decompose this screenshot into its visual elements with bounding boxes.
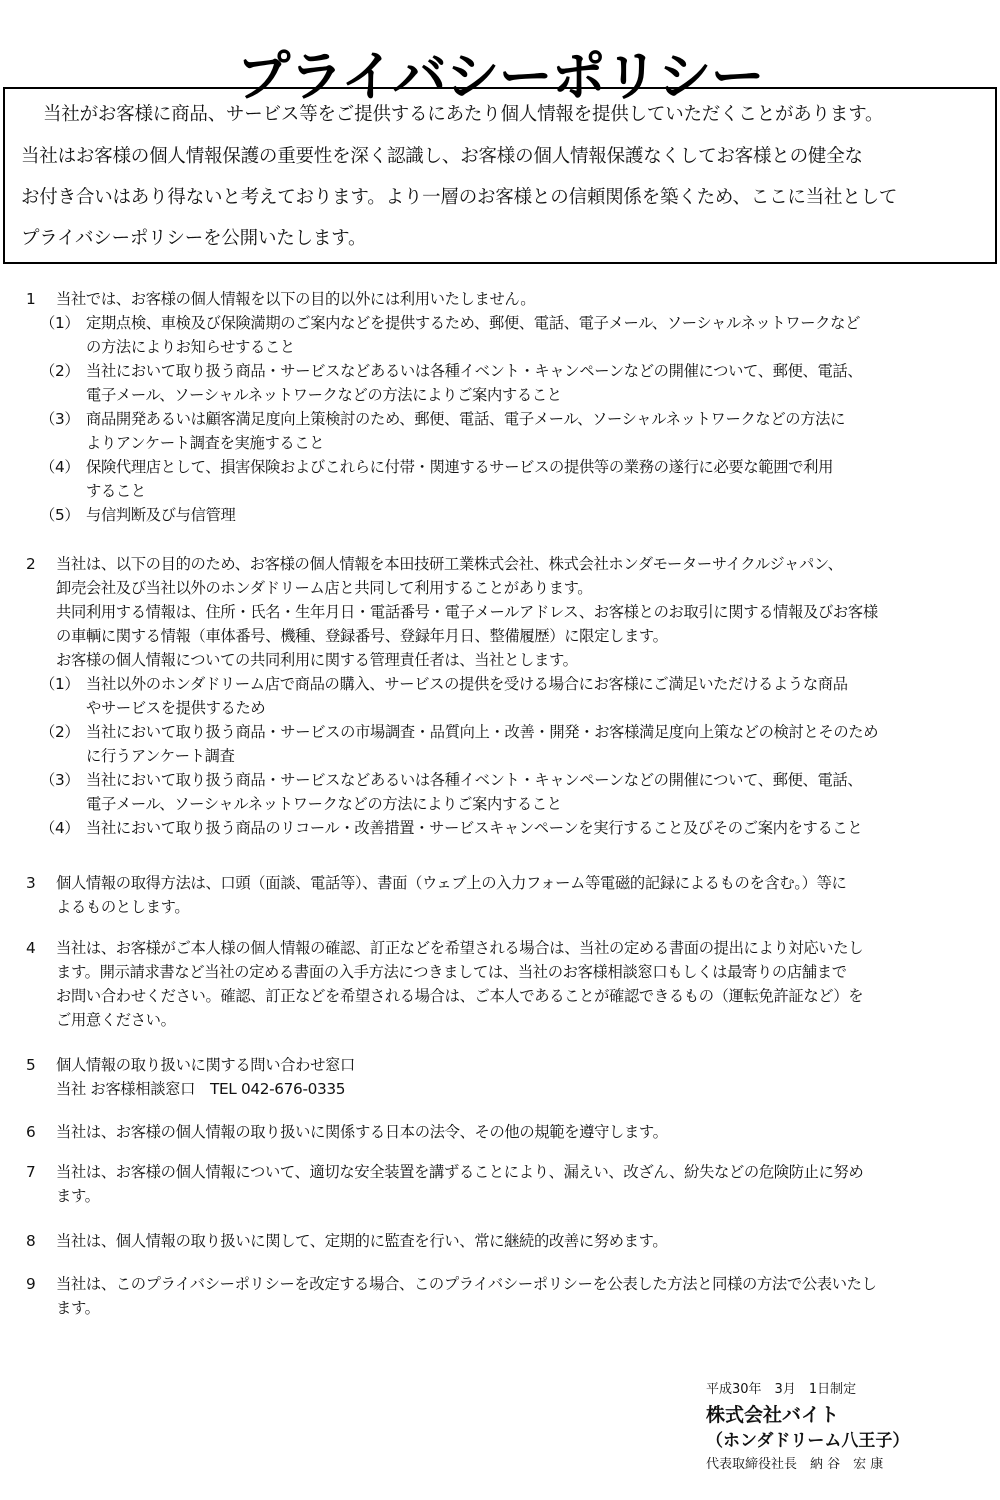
- intro-line: お付き合いはあり得ないと考えております。より一層のお客様との信頼関係を築くため、ここに当社として: [21, 187, 898, 208]
- section-text: 当社では、お客様の個人情報を以下の目的以外には利用いたしません。: [56, 290, 536, 308]
- item-text: 商品開発あるいは顧客満足度向上策検討のため、郵便、電話、電子メール、ソーシャルネットワークなどの方法に: [86, 410, 846, 428]
- company-name: 株式会社バイト: [706, 1404, 840, 1426]
- representative: 代表取締役社長 納 谷 宏 康: [706, 1457, 884, 1472]
- item-label: （3）: [40, 410, 80, 428]
- item-text: 当社において取り扱う商品・サービスの市場調査・品質向上・改善・開発・お客様満足度向上策などの検討とそのため: [86, 723, 879, 741]
- section-2: [0, 552, 1000, 840]
- section-text: 当社は、お客様の個人情報について、適切な安全装置を講ずることにより、漏えい、改ざん、紛失などの危険防止に努め: [56, 1163, 864, 1181]
- intro-line: プライバシーポリシーを公開いたします。: [21, 228, 367, 249]
- item-text: すること: [86, 482, 146, 500]
- item-label: （3）: [40, 771, 80, 789]
- section-text: 当社は、お客様の個人情報の取り扱いに関係する日本の法令、その他の規範を遵守します。: [56, 1123, 668, 1141]
- section-text: お客様の個人情報についての共同利用に関する管理責任者は、当社とします。: [56, 651, 578, 669]
- enactment-date: 平成30年 3月 1日制定: [706, 1382, 857, 1397]
- list-item: [0, 768, 1000, 792]
- section-text: ご用意ください。: [56, 1011, 176, 1029]
- section-number: 6: [26, 1123, 36, 1141]
- section-9: [0, 1272, 1000, 1320]
- list-item: [0, 503, 1000, 527]
- page-title: プライバシーポリシー: [236, 45, 764, 109]
- section-text: 当社は、このプライバシーポリシーを改定する場合、このプライバシーポリシーを公表した方法と同様の方法で公表いたし: [56, 1275, 877, 1293]
- item-label: （1）: [40, 314, 80, 332]
- branch-name: （ホンダドリーム八王子）: [706, 1431, 910, 1451]
- item-text: の方法によりお知らせすること: [86, 338, 295, 356]
- item-text: 定期点検、車検及び保険満期のご案内などを提供するため、郵便、電話、電子メール、ソーシャルネットワークなど: [86, 314, 861, 332]
- section-6: [0, 1120, 1000, 1144]
- section-text: 個人情報の取り扱いに関する問い合わせ窓口: [56, 1056, 355, 1074]
- section-text: 当社は、個人情報の取り扱いに関して、定期的に監査を行い、常に継続的改善に努めます。: [56, 1232, 668, 1250]
- item-label: （4）: [40, 819, 80, 837]
- section-4: [0, 936, 1000, 1032]
- section-number: 7: [26, 1163, 36, 1181]
- section-text: よるものとします。: [56, 898, 190, 916]
- section-number: 5: [26, 1056, 36, 1074]
- section-text: 個人情報の取得方法は、口頭（面談、電話等）、書面（ウェブ上の入力フォーム等電磁的記録によるものを含む。）等に: [56, 874, 847, 892]
- section-text: の車輌に関する情報（車体番号、機種、登録番号、登録年月日、整備履歴）に限定します。: [56, 627, 668, 645]
- item-text: 電子メール、ソーシャルネットワークなどの方法によりご案内すること: [86, 386, 562, 404]
- section-text: ます。: [56, 1187, 100, 1205]
- section-number: 3: [26, 874, 36, 892]
- item-text: やサービスを提供するため: [86, 699, 266, 717]
- section-number: 8: [26, 1232, 36, 1250]
- contact-phone: 当社 お客様相談窓口 TEL 042-676-0335: [56, 1080, 346, 1098]
- item-text: 当社において取り扱う商品・サービスなどあるいは各種イベント・キャンペーンなどの開催について、郵便、電話、: [86, 771, 863, 789]
- section-number: 2: [26, 555, 36, 573]
- item-text: 与信判断及び与信管理: [86, 506, 236, 524]
- list-item: [0, 407, 1000, 431]
- section-text: お問い合わせください。確認、訂正などを希望される場合は、ご本人であることが確認できるもの（運転免許証など）を: [56, 987, 864, 1005]
- section-text: ます。開示請求書など当社の定める書面の入手方法につきましては、当社のお客様相談窓口もしくは最寄りの店舗まで: [56, 963, 847, 981]
- list-item: [0, 672, 1000, 696]
- item-text: に行うアンケート調査: [86, 747, 235, 765]
- section-5: [0, 1053, 1000, 1101]
- section-text: 当社は、お客様がご本人様の個人情報の確認、訂正などを希望される場合は、当社の定める書面の提出により対応いたし: [56, 939, 864, 957]
- item-text: よりアンケート調査を実施すること: [86, 434, 325, 452]
- section-number: 1: [26, 290, 36, 308]
- intro-line: 当社がお客様に商品、サービス等をご提供するにあたり個人情報を提供していただくことがあります。: [43, 104, 884, 125]
- section-8: [0, 1229, 1000, 1253]
- intro-box: [3, 87, 997, 264]
- section-3: [0, 871, 1000, 919]
- section-number: 9: [26, 1275, 36, 1293]
- list-item: [0, 311, 1000, 335]
- list-item: [0, 455, 1000, 479]
- item-text: 当社以外のホンダドリーム店で商品の購入、サービスの提供を受ける場合にお客様にご満足いただけるような商品: [86, 675, 848, 693]
- list-item: [0, 359, 1000, 383]
- section-text: 当社は、以下の目的のため、お客様の個人情報を本田技研工業株式会社、株式会社ホンダモーターサイクルジャパン、: [56, 555, 843, 573]
- item-text: 電子メール、ソーシャルネットワークなどの方法によりご案内すること: [86, 795, 562, 813]
- list-item: [0, 720, 1000, 744]
- item-label: （2）: [40, 362, 80, 380]
- section-text: 共同利用する情報は、住所・氏名・生年月日・電話番号・電子メールアドレス、お客様とのお取引に関する情報及びお客様: [56, 603, 878, 621]
- item-label: （1）: [40, 675, 80, 693]
- section-7: [0, 1160, 1000, 1208]
- item-label: （4）: [40, 458, 80, 476]
- section-1: [0, 287, 1000, 527]
- list-item: [0, 816, 1000, 840]
- section-text: ます。: [56, 1299, 100, 1317]
- section-text: 卸売会社及び当社以外のホンダドリーム店と共同して利用することがあります。: [56, 579, 593, 597]
- item-text: 当社において取り扱う商品・サービスなどあるいは各種イベント・キャンペーンなどの開催について、郵便、電話、: [86, 362, 863, 380]
- item-text: 保険代理店として、損害保険およびこれらに付帯・関連するサービスの提供等の業務の遂行に必要な範囲で利用: [86, 458, 834, 476]
- section-number: 4: [26, 939, 36, 957]
- item-label: （2）: [40, 723, 80, 741]
- item-label: （5）: [40, 506, 80, 524]
- signature-block: [706, 1380, 996, 1476]
- intro-line: 当社はお客様の個人情報保護の重要性を深く認識し、お客様の個人情報保護なくしてお客様との健全な: [21, 146, 863, 167]
- item-text: 当社において取り扱う商品のリコール・改善措置・サービスキャンペーンを実行すること及びそのご案内をすること: [86, 819, 863, 837]
